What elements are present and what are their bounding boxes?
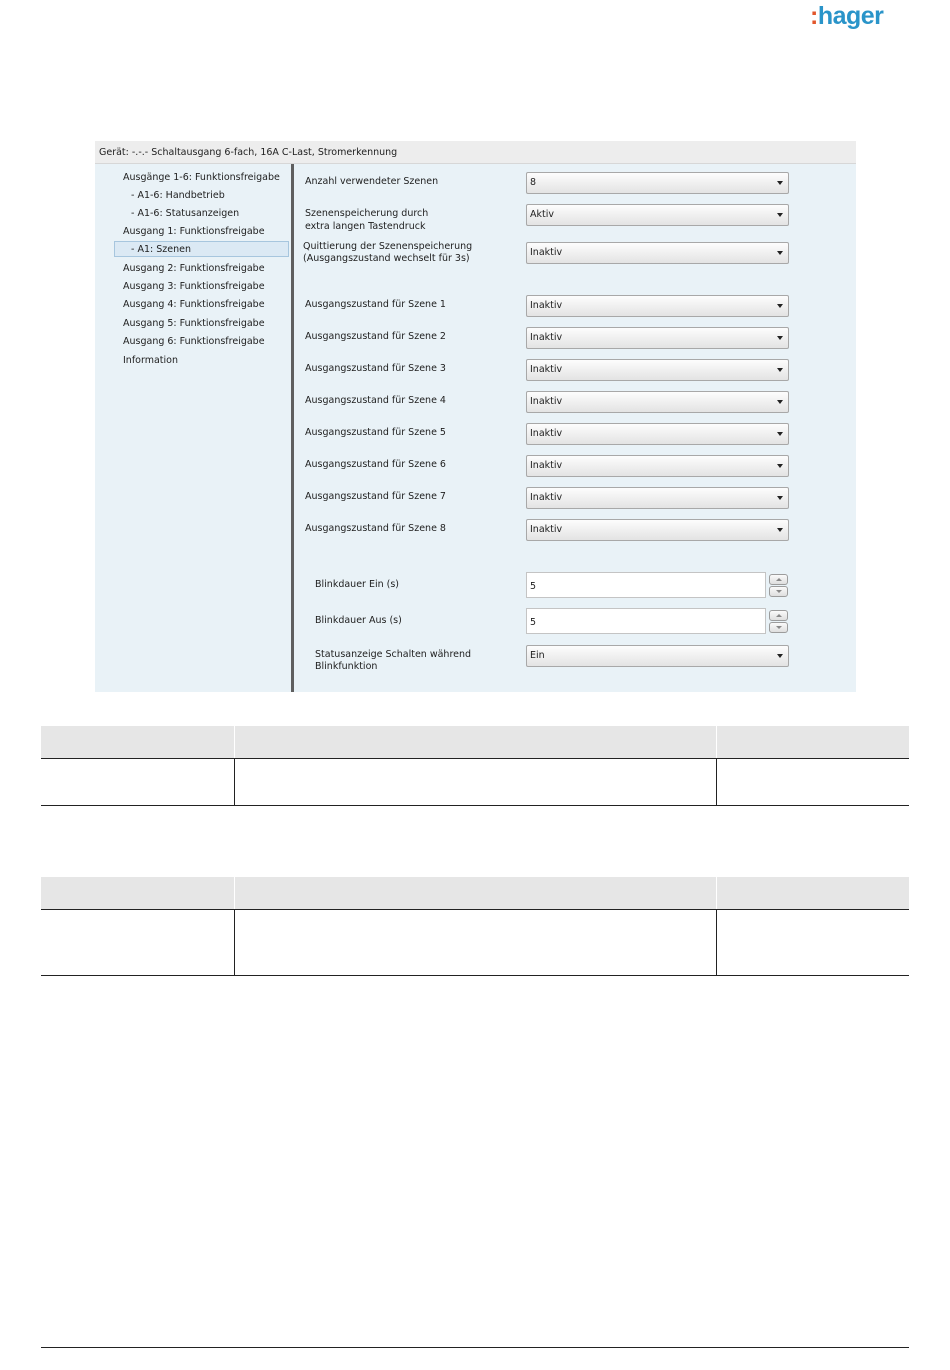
param-label-speicherung-1: Szenenspeicherung durch xyxy=(305,208,429,219)
parameter-table-2 xyxy=(41,877,909,976)
param-label-quittierung-2: (Ausgangszustand wechselt für 3s) xyxy=(303,253,470,264)
select-szene-6[interactable] xyxy=(526,455,789,477)
dropdown-arrow-icon xyxy=(777,181,783,185)
select-szene-5[interactable] xyxy=(526,423,789,445)
select-value: Inaktiv xyxy=(530,524,563,535)
param-label-blink-ein: Blinkdauer Ein (s) xyxy=(315,579,400,590)
header-divider xyxy=(234,726,235,758)
dropdown-arrow-icon xyxy=(777,464,783,468)
panel-divider[interactable] xyxy=(291,164,294,692)
param-label-szene-4: Ausgangszustand für Szene 4 xyxy=(305,395,446,406)
select-value: Inaktiv xyxy=(530,460,563,471)
nav-tree xyxy=(95,164,291,692)
param-label-szene-6: Ausgangszustand für Szene 6 xyxy=(305,459,446,470)
header-divider xyxy=(716,877,717,909)
input-value: 5 xyxy=(530,617,537,628)
arrow-up-icon xyxy=(776,614,782,617)
blink-aus-spin-up-button[interactable] xyxy=(769,610,788,621)
param-label-blink-aus: Blinkdauer Aus (s) xyxy=(315,615,402,626)
select-value: Aktiv xyxy=(530,209,554,220)
blink-ein-input[interactable] xyxy=(526,572,766,598)
dropdown-arrow-icon xyxy=(777,528,783,532)
select-value: Inaktiv xyxy=(530,247,563,258)
nav-item-ausgang-4[interactable]: Ausgang 4: Funktionsfreigabe xyxy=(123,299,265,310)
select-anzahl-szenen[interactable] xyxy=(526,172,789,194)
nav-item-information[interactable]: Information xyxy=(123,355,178,366)
param-label-szene-7: Ausgangszustand für Szene 7 xyxy=(305,491,446,502)
column-divider xyxy=(716,910,717,975)
table-header-row xyxy=(41,726,909,759)
parameter-table-1 xyxy=(41,726,909,806)
select-value: Inaktiv xyxy=(530,492,563,503)
select-quittierung[interactable] xyxy=(526,242,789,264)
param-label-szene-1: Ausgangszustand für Szene 1 xyxy=(305,299,446,310)
select-szene-3[interactable] xyxy=(526,359,789,381)
param-label-szene-2: Ausgangszustand für Szene 2 xyxy=(305,331,446,342)
column-divider xyxy=(716,759,717,805)
param-label-szene-5: Ausgangszustand für Szene 5 xyxy=(305,427,446,438)
hager-logo xyxy=(810,2,883,31)
dropdown-arrow-icon xyxy=(777,496,783,500)
footer-rule xyxy=(41,1347,909,1348)
arrow-down-icon xyxy=(776,626,782,629)
select-szene-7[interactable] xyxy=(526,487,789,509)
select-szene-1[interactable] xyxy=(526,295,789,317)
select-statusanzeige[interactable] xyxy=(526,645,789,667)
window-title: Gerät: -.-.- Schaltausgang 6-fach, 16A C-Last, Stromerkennung xyxy=(95,141,856,164)
input-value: 5 xyxy=(530,581,537,592)
dropdown-arrow-icon xyxy=(777,304,783,308)
nav-item-ausgang-2[interactable]: Ausgang 2: Funktionsfreigabe xyxy=(123,263,265,274)
nav-item-ausgang-6[interactable]: Ausgang 6: Funktionsfreigabe xyxy=(123,336,265,347)
logo-word: hager xyxy=(817,2,884,30)
select-value: Inaktiv xyxy=(530,428,563,439)
select-value: Inaktiv xyxy=(530,364,563,375)
logo-colon: : xyxy=(810,2,818,30)
select-value: 8 xyxy=(530,177,537,188)
select-szene-4[interactable] xyxy=(526,391,789,413)
column-divider xyxy=(234,759,235,805)
select-szenenspeicherung[interactable] xyxy=(526,204,789,226)
dropdown-arrow-icon xyxy=(777,654,783,658)
param-label-anzahl: Anzahl verwendeter Szenen xyxy=(305,176,439,187)
param-label-quittierung-1: Quittierung der Szenenspeicherung xyxy=(303,241,473,252)
blink-aus-spin-down-button[interactable] xyxy=(769,622,788,633)
arrow-up-icon xyxy=(776,578,782,581)
table-header-row xyxy=(41,877,909,910)
select-value: Inaktiv xyxy=(530,332,563,343)
blink-aus-input[interactable] xyxy=(526,608,766,634)
param-label-statusanzeige-1: Statusanzeige Schalten während xyxy=(315,649,472,660)
dropdown-arrow-icon xyxy=(777,251,783,255)
param-label-statusanzeige-2: Blinkfunktion xyxy=(315,661,378,672)
select-value: Inaktiv xyxy=(530,396,563,407)
dropdown-arrow-icon xyxy=(777,368,783,372)
header-divider xyxy=(716,726,717,758)
nav-item-ausgang-5[interactable]: Ausgang 5: Funktionsfreigabe xyxy=(123,318,265,329)
blink-ein-spin-up-button[interactable] xyxy=(769,574,788,585)
dropdown-arrow-icon xyxy=(777,213,783,217)
dropdown-arrow-icon xyxy=(777,400,783,404)
dropdown-arrow-icon xyxy=(777,336,783,340)
select-value: Ein xyxy=(530,650,545,661)
select-szene-8[interactable] xyxy=(526,519,789,541)
param-label-speicherung-2: extra langen Tastendruck xyxy=(305,221,426,232)
dropdown-arrow-icon xyxy=(777,432,783,436)
select-szene-2[interactable] xyxy=(526,327,789,349)
nav-item-a1-6-handbetrieb[interactable]: - A1-6: Handbetrieb xyxy=(131,190,225,201)
table-bottom-rule xyxy=(41,805,909,806)
nav-item-ausgaenge-1-6[interactable]: Ausgänge 1-6: Funktionsfreigabe xyxy=(123,172,280,183)
parameter-window xyxy=(95,141,856,692)
column-divider xyxy=(234,910,235,975)
nav-item-a1-6-statusanzeigen[interactable]: - A1-6: Statusanzeigen xyxy=(131,208,240,219)
table-bottom-rule xyxy=(41,975,909,976)
nav-item-ausgang-3[interactable]: Ausgang 3: Funktionsfreigabe xyxy=(123,281,265,292)
nav-item-ausgang-1[interactable]: Ausgang 1: Funktionsfreigabe xyxy=(123,226,265,237)
arrow-down-icon xyxy=(776,590,782,593)
select-value: Inaktiv xyxy=(530,300,563,311)
param-label-szene-3: Ausgangszustand für Szene 3 xyxy=(305,363,446,374)
param-label-szene-8: Ausgangszustand für Szene 8 xyxy=(305,523,446,534)
nav-item-a1-szenen[interactable]: - A1: Szenen xyxy=(114,241,289,257)
header-divider xyxy=(234,877,235,909)
blink-ein-spin-down-button[interactable] xyxy=(769,586,788,597)
